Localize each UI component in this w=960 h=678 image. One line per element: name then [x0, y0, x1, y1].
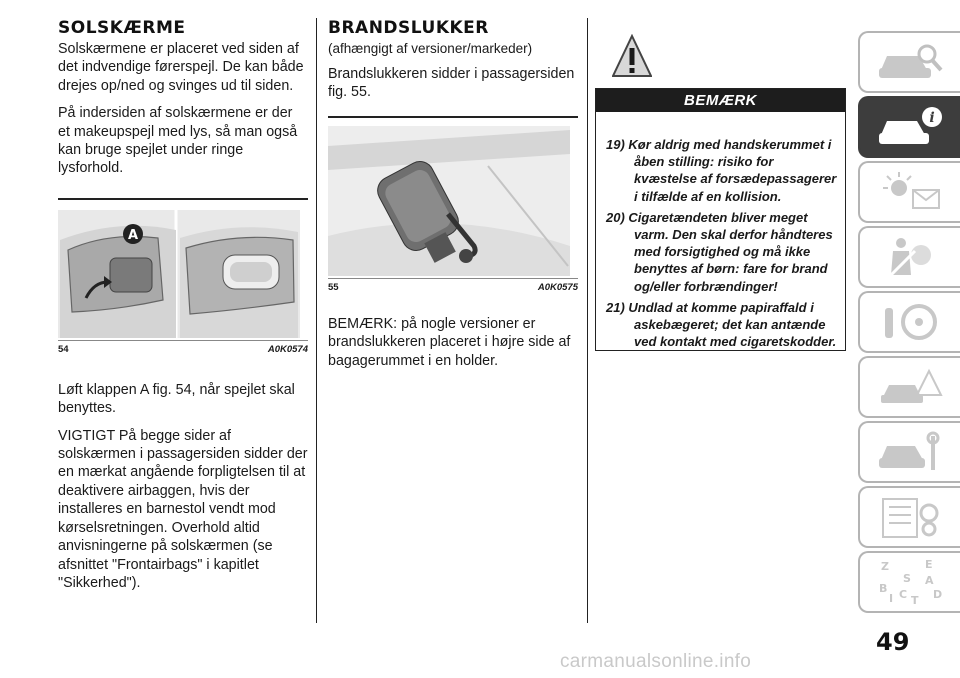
- tab-airbag-safety[interactable]: [858, 226, 960, 288]
- index-letter: S: [903, 572, 911, 585]
- note-box: [595, 88, 846, 351]
- tab-dashboard-lights[interactable]: [858, 161, 960, 223]
- index-letter: Z: [881, 560, 889, 573]
- tab-steering-key[interactable]: [858, 291, 960, 353]
- paragraph-important: VIGTIGT På begge sider af solskærmen i passagersiden sidder der en mærkat angående forpligtelsen til at deaktivere airbaggen, hvis der installeres en barnestol vendt mod kørselsretningen. Overhold altid anvisningerne på solskærmen (se afsnittet "Frontairbags" i kapitlet "Sikkerhed").: [58, 427, 308, 591]
- chapter-tabs: [858, 31, 960, 616]
- figure-caption: [328, 278, 578, 293]
- index-letter: I: [889, 592, 894, 605]
- paragraph-note: BEMÆRK: på nogle versioner er brandslukkeren placeret i højre side af bagagerummet i en holder.: [328, 315, 571, 369]
- callout-a-label: A: [127, 227, 139, 243]
- tab-car-service[interactable]: [858, 421, 960, 483]
- tab-warning-road[interactable]: [858, 356, 960, 418]
- specifications-icon: [875, 495, 945, 539]
- tab-car-info[interactable]: [858, 96, 960, 158]
- section-heading-sun-visors: SOLSKÆRME: [58, 18, 186, 38]
- index-letter: C: [899, 588, 908, 601]
- note-item: 20) Cigaretændeten bliver meget varm. Den skal derfor håndteres med forsigtighed og må ikke benyttes af børn: fare for brand og/eller forbrændinger!: [606, 209, 833, 294]
- page-number: 49: [876, 628, 910, 656]
- paragraph: Solskærmene er placeret ved siden af det indvendige førerspejl. De kan både drejes op/ned og svinges ud til siden.: [58, 41, 304, 94]
- watermark: carmanualsonline.info: [560, 651, 752, 672]
- index-letter: T: [911, 594, 919, 606]
- index-letter: D: [933, 588, 943, 601]
- figure-number: 55: [328, 281, 339, 293]
- paragraph: Løft klappen A fig. 54, når spejlet skal benyttes.: [58, 381, 295, 417]
- paragraph: Brandslukkeren sidder i passagersiden fig. 55.: [328, 66, 575, 101]
- sun-visor-illustration: [58, 210, 300, 338]
- note-item: 21) Undlad at komme papiraffald i askebægeret; det kan antænde ved kontakt med cigaretskodder.: [606, 299, 837, 350]
- figure-code: A0K0575: [537, 281, 578, 293]
- car-service-icon: [875, 430, 945, 474]
- column-divider: [587, 18, 588, 623]
- alphabetical-index-icon: [875, 558, 945, 606]
- steering-key-icon: [875, 300, 945, 344]
- car-info-icon: [875, 105, 945, 149]
- fire-extinguisher-illustration: [328, 126, 570, 276]
- figure-55: [328, 116, 578, 293]
- figure-caption: [58, 340, 308, 355]
- index-letter: E: [925, 558, 933, 571]
- figure-code: A0K0574: [267, 343, 308, 355]
- tab-specifications[interactable]: [858, 486, 960, 548]
- airbag-safety-icon: [875, 235, 945, 279]
- car-search-icon: [875, 40, 945, 84]
- note-title: BEMÆRK: [596, 89, 845, 112]
- figure-54: [58, 198, 308, 355]
- column-fire-extinguisher: [328, 14, 578, 379]
- index-letter: B: [879, 582, 888, 595]
- figure-number: 54: [58, 343, 69, 355]
- tab-car-search[interactable]: [858, 31, 960, 93]
- section-heading-fire-extinguisher: BRANDSLUKKER: [328, 18, 489, 38]
- svg-text:i: i: [929, 110, 935, 126]
- note-item: 19) Kør aldrig med handskerummet i åben stilling: risiko for kvæstelse af forsædepassagerer i tilfælde af en kollision.: [606, 137, 837, 204]
- tab-alphabetical-index[interactable]: [858, 551, 960, 613]
- section-subheading: (afhængigt af versioner/markeder): [328, 41, 533, 56]
- warning-triangle-icon: [612, 34, 652, 78]
- column-sun-visors: [58, 14, 308, 601]
- index-letter: A: [925, 574, 934, 587]
- paragraph: På indersiden af solskærmene er der et makeupspejl med lys, så man også kan bruge spejlet under ringe lysforhold.: [58, 105, 298, 177]
- note-list: [596, 112, 845, 350]
- warning-road-icon: [875, 365, 945, 409]
- dashboard-lights-icon: [875, 170, 945, 214]
- column-divider: [316, 18, 317, 623]
